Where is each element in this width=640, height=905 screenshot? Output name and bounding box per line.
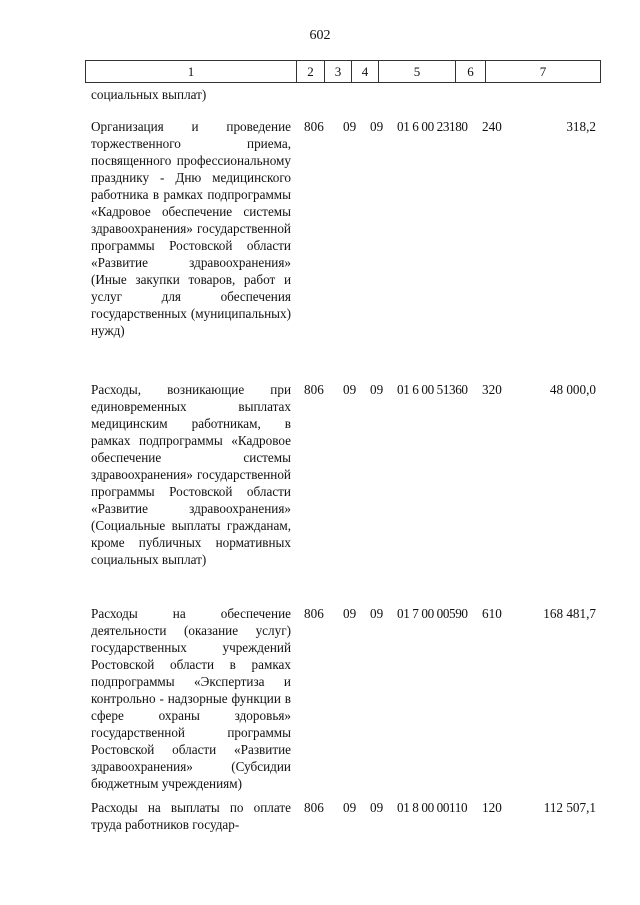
row-ministry: 806 <box>304 119 324 134</box>
header-col-6: 6 <box>456 61 486 83</box>
page-number: 602 <box>309 28 331 43</box>
row-description: Расходы на выплаты по оплате труда работников государ- <box>91 800 291 832</box>
row-description: Организация и проведение торжественного приема, посвященного профессиональному празднику - Дню медицинского работника в рамках подпрограммы «Кадровое обеспечение системы здравоохранения» государственной программы Ростовской области «Развитие здравоохранения» (Иные закупки товаров, работ и услуг для обеспечения государственных (муниципальных) нужд) <box>91 119 291 338</box>
row-section: 09 <box>343 606 357 621</box>
row-expense-type: 120 <box>482 800 502 815</box>
row-subsection: 09 <box>370 606 384 621</box>
row-section: 09 <box>343 119 357 134</box>
row-description: Расходы на обеспечение деятельности (оказание услуг) государственных учреждений Ростовской области в рамках подпрограммы «Экспертиза и контрольно - надзорные функции в сфере охраны здоровья» государственной программы Ростовской области «Развитие здравоохранения» (Субсидии бюджетным учреждениям) <box>91 606 291 791</box>
header-col-4: 4 <box>352 61 379 83</box>
row-amount: 112 507,1 <box>543 800 596 815</box>
row-ministry: 806 <box>304 800 324 815</box>
row-expense-type: 240 <box>482 119 502 134</box>
header-col-1: 1 <box>86 61 297 83</box>
row-subsection: 09 <box>370 800 384 815</box>
header-row <box>86 61 601 83</box>
row-ministry: 806 <box>304 606 324 621</box>
row-expense-type: 320 <box>482 382 502 397</box>
row-section: 09 <box>343 800 357 815</box>
row-target-article: 01 6 00 23180 <box>397 119 468 134</box>
row-expense-type: 610 <box>482 606 502 621</box>
row-amount: 48 000,0 <box>549 382 596 397</box>
row-target-article: 01 7 00 00590 <box>397 606 468 621</box>
header-col-5: 5 <box>379 61 456 83</box>
row-subsection: 09 <box>370 119 384 134</box>
header-col-2: 2 <box>297 61 325 83</box>
header-col-3: 3 <box>325 61 352 83</box>
row-section: 09 <box>343 382 357 397</box>
row-amount: 168 481,7 <box>543 606 596 621</box>
row-ministry: 806 <box>304 382 324 397</box>
header-col-7: 7 <box>486 61 601 83</box>
row-description: Расходы, возникающие при единовременных выплатах медицинским работникам, в рамках подпрограммы «Кадровое обеспечение системы здравоохранения» государственной программы Ростовской области «Развитие здравоохранения» (Социальные выплаты гражданам, кроме публичных нормативных социальных выплат) <box>91 382 291 567</box>
row-target-article: 01 8 00 00110 <box>397 800 468 815</box>
row-target-article: 01 6 00 51360 <box>397 382 468 397</box>
column-header-table <box>85 60 601 83</box>
row-amount: 318,2 <box>566 119 596 134</box>
carryover-text: социальных выплат) <box>91 87 207 102</box>
row-subsection: 09 <box>370 382 384 397</box>
